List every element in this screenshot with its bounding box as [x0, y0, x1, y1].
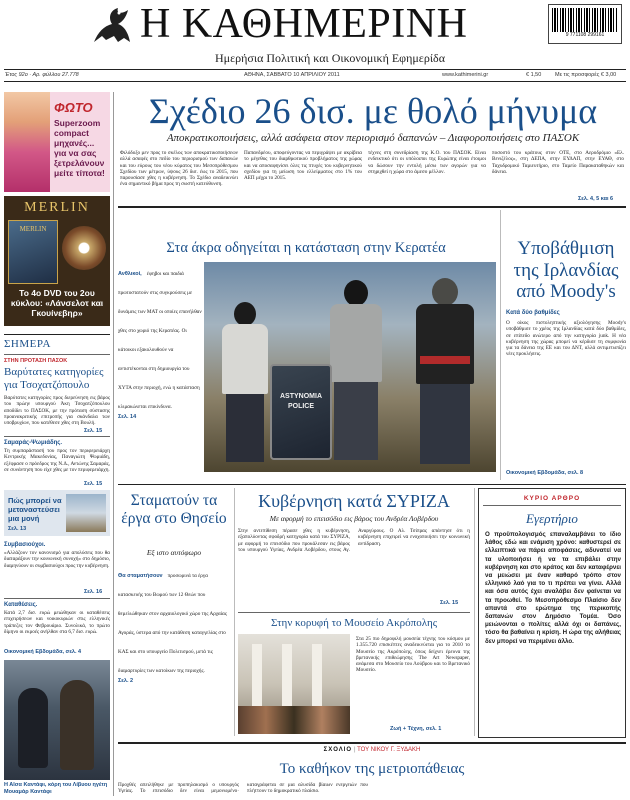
- acropolis-headline[interactable]: Στην κορυφή το Μουσείο Ακρόπολης: [270, 617, 438, 629]
- lead-col-2: Παπανδρέου, αποφεύγοντας να περιγράψει με ακρίβεια το μέγεθος του διαρθρωτικού προβλήματος της χώρας και να αποσαφηνίσει όλες τις πτυχές του κυβερνητικού σχεδίου για τη μείωση του ελλείμματος στο 1% του ΑΕΠ μέχρι το 2015.: [244, 150, 362, 182]
- keratea-riot-photo: [204, 262, 496, 472]
- editorial-box: [478, 488, 626, 738]
- commentary-title[interactable]: Το καθήκον της μετριοπάθειας: [279, 761, 465, 777]
- monastery-ref: Σελ. 13: [8, 526, 27, 532]
- police-shield-text: ASTYNOMIA POLICE: [280, 393, 322, 410]
- contract-workers-ref[interactable]: Σελ. 16: [84, 589, 103, 595]
- thiseio-body: [118, 562, 230, 734]
- editorial-title[interactable]: Εγερτήριο: [526, 511, 578, 526]
- acropolis-text: Στα 25 πιο δημοφιλή μουσεία τέχνης του κόσμου με 1.355.720 επισκέπτες αναδεικνύεται για το 2010 το Μουσείο της Ακρόπολης, όπως δείχνει έρευνα της βρετανικής επιθεώρησης The Art Newspaper, ανάμεσα στο Μουσείο του Λούβρου και το Βρετανικό Μουσείο.: [356, 636, 470, 674]
- barcode: [548, 4, 622, 44]
- photo-figure-right: [60, 680, 94, 770]
- barcode-bars: [552, 8, 618, 32]
- priority-title[interactable]: Βαρύτατες κατηγορίες για Τσοχατζόπουλο: [4, 366, 104, 391]
- priority-ref[interactable]: Σελ. 15: [84, 428, 103, 434]
- contract-workers-title[interactable]: Συμβασιούχοι.: [4, 542, 46, 548]
- lead-col-3: τέχνες στη συνεδρίαση της Κ.Ο. του ΠΑΣΟΚ. Είναι ενδεικτικό ότι οι υπόλοιποι της Ευρώπης είναι έτοιμοι να δώσουν την εντολή μέσω των αγορών για να στηριχθεί η χώρα στο άμεσο μέλλον.: [368, 150, 486, 175]
- deposits-title[interactable]: Καταθέσεις.: [4, 602, 38, 608]
- syriza-headline[interactable]: Κυβέρνηση κατά ΣΥΡΙΖΑ: [258, 491, 450, 511]
- ireland-ref[interactable]: Οικονομική Εβδομάδα, σελ. 8: [506, 470, 584, 476]
- acropolis-ref[interactable]: Ζωή + Τέχνη, σελ. 1: [390, 726, 442, 732]
- commentary-text: Προχθές απειλήθηκε με προπηλακισμό ο υπουργός Υγείας. Το επεισόδιο δεν είναι μεμονωμένο· καταγράφεται σε μια αλυσίδα βίαιων ενεργειών που πλήττουν το δημοκρατικό πλαίσιο.: [118, 782, 368, 795]
- merlin-logo: MERLIN: [24, 200, 90, 215]
- samaras-text: Τη συμπαράστασή του προς τον περιφερειάρχη Κεντρικής Μακεδονίας, Παναγιώτη Ψωμιάδη, εξέφρασε ο πρόεδρος της Ν.Δ., Αντώνης Σαμαράς, σε συνάντηση που είχε χθες με τον περιφερειάρχη.: [4, 448, 110, 473]
- samaras-title[interactable]: Σαμαράς-Ψωμιάδης.: [4, 440, 63, 446]
- keratea-lead-in: Ανθλικοί,: [118, 271, 142, 277]
- monastery-photo: [66, 494, 106, 532]
- lead-deck: Αποκρατικοποιήσεις, αλλά ασάφεια στον περιορισμό δαπανών – Διαφοροποιήσεις στο ΠΑΣΟΚ: [166, 132, 580, 144]
- police-shield: [270, 364, 332, 460]
- syriza-kicker: Με αφορμή το επεισόδιο εις βάρος του Ανδρέα Λοβέρδου: [269, 514, 439, 523]
- masthead: [0, 0, 630, 90]
- protester-2: [324, 280, 388, 460]
- samaras-ref[interactable]: Σελ. 15: [84, 481, 103, 487]
- thiseio-kicker: Εξ ιστο αυτόφωρο: [146, 548, 202, 557]
- editorial-text: Ο προϋπολογισμός επαναλαμβάνει το ίδιο λάθος εδώ και ενάμιση χρόνο: καθυστερεί σε ελλειπτικά να πάρει αποφάσεις, αδυνατεί να τα υλοποιήσει ή να τα επιβάλει στην κυβέρνηση και στο κράτος και δεν καταφέρνει να μειώσει με έναν καθαρό τρόπο στον ελληνικό λαό για το τι πρέπει να γίνει. Αλλά και όσα αυτός έχει αναλάβει δεν φαίνεται να τα προωθεί. Το Μεσοπρόθεσμο Πλαίσιο δεν απαντά στο ερώτημα της περικοπής δαπανών στον Δημόσιο Τομέα. Όσο μειώνονται ο πολίτες αλλά όχι οι δαπάνες, τόσο θα βαθαίνει η κρίση. Η ώρα της αλήθειας δεν μπορεί να περιμένει άλλο.: [485, 531, 621, 645]
- commentary-divider: |: [354, 747, 358, 753]
- left-sidebar: [4, 92, 110, 800]
- price: € 1,50: [526, 72, 542, 78]
- photo-figure-left: [18, 688, 48, 768]
- merlin-dvd-disc: [62, 226, 106, 270]
- aisha-gaddafi-photo: [4, 660, 110, 780]
- editorial-label: ΚΥΡΙΟ ΑΡΘΡΟ: [523, 495, 581, 502]
- foto-promo[interactable]: [4, 92, 110, 192]
- thiseio-headline[interactable]: Σταματούν τα έργα στο Θησείο: [121, 492, 227, 527]
- lead-headline[interactable]: Σχέδιο 26 δισ. με θολό μήνυμα: [148, 91, 598, 131]
- protester-3: [410, 278, 480, 464]
- keratea-headline[interactable]: Στα άκρα οδηγείται η κατάσταση στην Κερατέα: [166, 240, 446, 256]
- merlin-text: Το 4ο DVD του 2ου κύκλου: «Λάνσελοτ και Γκουίνεβηρ»: [10, 288, 104, 318]
- issue-number: Έτος 92ο · Αρ. φύλλου 27.778: [5, 72, 79, 78]
- date-line: ΑΘΗΝΑ, ΣΑΒΒΑΤΟ 10 ΑΠΡΙΛΙΟΥ 2011: [244, 72, 340, 78]
- monastery-promo[interactable]: [4, 490, 110, 536]
- masthead-subtitle: Ημερήσια Πολιτική και Οικονομική Εφημερίδα: [214, 51, 446, 65]
- foto-woman-photo: [4, 92, 50, 192]
- logo-griffin-icon: [88, 4, 136, 48]
- acropolis-museum-photo: [238, 634, 350, 734]
- keratea-ref[interactable]: Σελ. 14: [118, 414, 137, 420]
- website-link[interactable]: www.kathimerini.gr: [442, 72, 489, 78]
- thiseio-text: προσωρινά τα έργα κατασκευής του Βωμού των 12 Θεών που θεμελιώθηκαν στον αρχαιολογικό χώρο της Αρχαίας Αγοράς, ύστερα από την κατάθεση καταγγελίας στο ΚΑΣ και στο υπουργείο Πολιτισμού, μετά τις διαμαρτυρίες των κατοίκων της περιοχής.: [118, 573, 227, 674]
- merlin-promo[interactable]: [4, 196, 110, 326]
- foto-text: Superzoom compact μηχανές... για να σας ξετρελάνουν μείτε τίποτα!: [54, 118, 105, 178]
- thiseio-ref[interactable]: Σελ. 2: [118, 678, 134, 684]
- deposits-text: Κατά 2,7 δισ. ευρώ μειώθηκαν οι καταθέσεις επιχειρήσεων και νοικοκυριών στις ελληνικές τράπεζες τον Φεβρουάριο. Συνολικά, το πρώτο δίμηνο οι εκροές ανήλθαν στα 6,7 δισ. ευρώ.: [4, 610, 110, 635]
- protester-1: [216, 302, 272, 462]
- ireland-text: Ο οίκος πιστοληπτικής αξιολόγησης Moody's υποβάθμισε το χρέος της Ιρλανδίας κατά δύο βαθμίδες, σε επίπεδο ανώτερο από την κατηγορία junk. Η νέα κυβέρνηση της χώρας μπορεί να κέρδισε τη συμφωνία για τα δάνεια της ΕΕ και του ΔΝΤ, αλλά αντιμετωπίζει νέες προκλήσεις.: [506, 320, 626, 358]
- commentary-label: ΣΧΟΛΙΟ: [323, 747, 353, 753]
- syriza-text: Στην αντεπίθεση πέρασε χθες η κυβέρνηση, εξαπολύοντας σφοδρή κατηγορία κατά του ΣΥΡΙΖΑ, με αφορμή το επεισόδιο που προκάλεσαν εις βάρος του υπουργού Υγείας, Ανδρέα Λοβέρδου, στους Αγ. Αναργύρους. Ο Αλ. Τσίπρας απάντησε ότι η κυβέρνηση επιχειρεί να ενοχοποιήσει την κοινωνική αντίδραση.: [238, 528, 470, 553]
- merlin-dvd-cover: [8, 220, 58, 284]
- commentary-header: [118, 746, 626, 756]
- ireland-kicker: Κατά δύο βαθμίδες: [506, 310, 560, 316]
- commentary-author: ΤΟΥ ΝΙΚΟΥ Γ. ΞΥΔΑΚΗ: [357, 747, 421, 753]
- thiseio-lead-in: Θα σταματήσουν: [118, 573, 163, 579]
- monastery-text: Πώς μπορεί να μεταναστεύσει μια μονή: [8, 496, 62, 523]
- priority-label: ΣΤΗΝ ΠΡΟΤΑΣΗ ΠΑΣΟΚ: [4, 358, 68, 364]
- foto-label: ΦΩΤΟ: [54, 100, 93, 115]
- today-heading: ΣΗΜΕΡΑ: [4, 338, 51, 350]
- photo-visitors: [238, 706, 350, 734]
- lead-ref[interactable]: Σελ. 4, 5 και 6: [578, 196, 614, 202]
- syriza-ref[interactable]: Σελ. 15: [440, 600, 459, 606]
- keratea-text-column: [118, 260, 202, 474]
- merlin-dvd-title: MERLIN: [19, 225, 47, 233]
- lead-col-1: Φιλόδοξο μεν προς το σκέλος των αποκρατικοποιήσεων αλλά ασαφές στο πεδίο του περιορισμού των δαπανών και του εύρους του νέου κύματος του Μεσοπρόθεσμου Σχεδίου των μέτρων, ύψους 26 δισ. έως το 2015, που παρουσίασε χθες η κυβέρνηση. Το Σχέδιο αναδεικνύει ένα σημαντικό βήμα προς τη σωστή κατεύθυνση.: [120, 150, 238, 188]
- lead-col-4: ποσοστό του κράτους στον ΟΤΕ, στο Αεροδρόμιο «Ελ. Βενιζέλος», στη ΔΕΠΑ, στην ΕΥΔΑΠ, στην ΕΥΑΘ, στο Ταχυδρομικό Ταμιευτήριο, στο Ταμείο Παρακαταθηκών και δάνεια.: [492, 150, 624, 175]
- aisha-caption: Η Αϊσα Καντάφι, κόρη του Λίβυου ηγέτη Μουαμάρ Καντάφι: [4, 782, 108, 795]
- keratea-text: έφηβοι και παιδιά πρωτοστατούν στις συγκρούσεις με δυνάμεις των ΜΑΤ οι οποίες επανήλθαν χθες στο χωριό της Κερατέας. Οι κάτοικοι εξακολουθούν να αντιστέκονται στη δημιουργία του ΧΥΤΑ στην περιοχή, ενώ η κατάσταση κλιμακώνεται επικίνδυνα.: [118, 271, 202, 410]
- priority-text: Βαρύτατες κατηγορίες προς διερεύνηση εις βάρος του πρώην υπουργού Άκη Τσοχατζόπουλου αποδίδει το ΠΑΣΟΚ, με την πρόταση σύστασης προανακριτικής επιτροπής για σκάνδαλα των υποβρυχίων, που κατέθεσε χθες στη Βουλή.: [4, 395, 110, 427]
- deposits-ref[interactable]: Οικονομική Εβδομάδα, σελ. 4: [4, 649, 82, 655]
- price-extras: Με τις προσφορές € 3,00: [555, 72, 617, 78]
- barcode-number: 9 771108 299161: [565, 32, 605, 38]
- contract-workers-text: «Αλλάζουν τον κανονισμό για απολύσεις που θα διαταράξουν την κοινωνική συνοχή» στο δημόσιο, διαμηνύουν οι συμβασιούχοι προς την κυβέρνηση.: [4, 550, 110, 569]
- masthead-title: Η ΚΑΘΗΜΕΡΙΝΗ: [140, 1, 468, 47]
- ireland-headline[interactable]: Υποβάθμιση της Ιρλανδίας από Moody's: [513, 238, 619, 302]
